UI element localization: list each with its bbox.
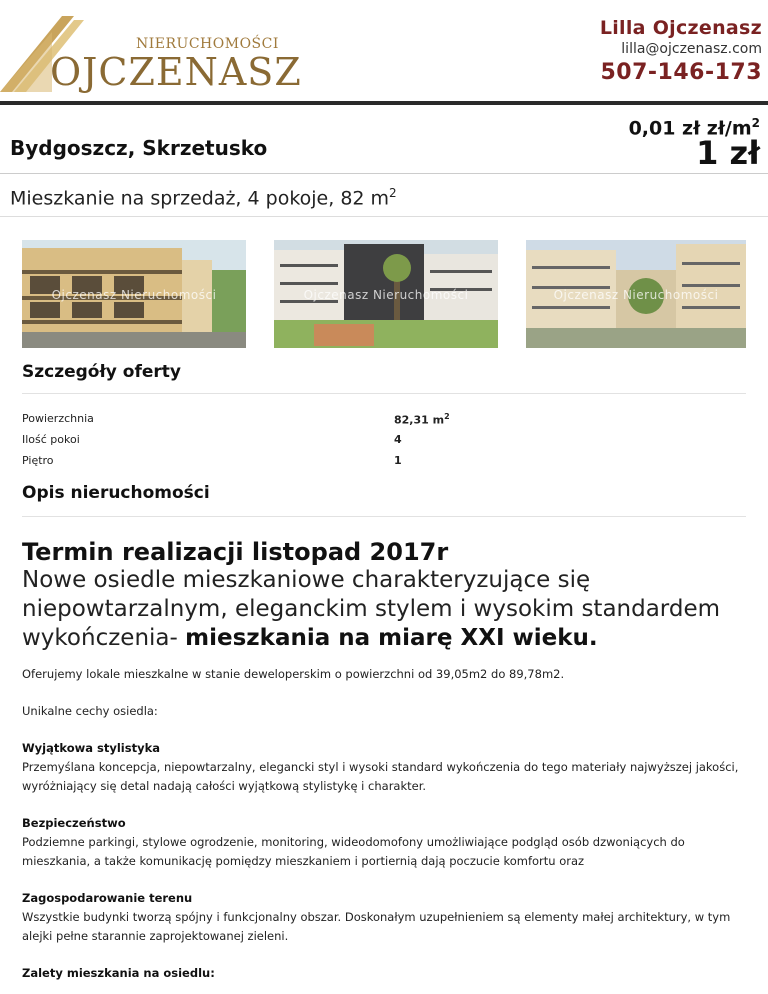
- agent-email-link[interactable]: lilla@ojczenasz.com: [621, 41, 762, 57]
- listing-location: Bydgoszcz, Skrzetusko: [10, 136, 268, 160]
- description-paragraph: Oferujemy lokale mieszkalne w stanie deweloperskim o powierzchni od 39,05m2 do 89,78m2.: [22, 667, 565, 681]
- details-table: [22, 412, 746, 475]
- details-divider: [22, 393, 746, 394]
- price-per-m2-sup: 2: [751, 116, 760, 130]
- feature-text: Podziemne parkingi, stylowe ogrodzenie, monitoring, wideodomofony umożliwiające podgląd osób dzwoniących do mieszkania, a także komunikację pomiędzy mieszkaniem i portiernią dają poczucie komfortu oraz: [22, 835, 685, 868]
- listing-title-row: [0, 110, 768, 174]
- price-per-m2-value: 0,01 zł zł/m: [628, 117, 752, 140]
- feature-text: Wszystkie budynki tworzą spójny i funkcjonalny obszar. Doskonałym uzupełnieniem są elementy małej architektury, w tym alejki pełne starannie zaprojektowanej zieleni.: [22, 910, 731, 943]
- description-divider: [22, 516, 746, 517]
- detail-value-sup: 2: [444, 412, 450, 421]
- feature-text: Przemyślana koncepcja, niepowtarzalny, elegancki styl i wysoki standard wykończenia do tego materiały najwyższej jakości, wyróżniający się detal nadają całości wyjątkową stylistykę i charakter.: [22, 760, 739, 793]
- detail-row: [22, 412, 746, 433]
- description-section-title: Opis nieruchomości: [22, 483, 210, 503]
- detail-value: 1: [394, 454, 402, 467]
- detail-value: 4: [394, 433, 402, 446]
- description-paragraph: Unikalne cechy osiedla:: [22, 704, 158, 718]
- photo-gallery: [22, 240, 746, 348]
- gallery-photo[interactable]: [22, 240, 246, 348]
- detail-label: Piętro: [22, 454, 54, 467]
- logo-subtitle: NIERUCHOMOŚCI: [136, 36, 279, 52]
- logo-title: OJCZENASZ: [50, 50, 302, 94]
- description-body: [22, 538, 742, 983]
- photo-watermark: Ojczenasz Nieruchomości: [51, 288, 217, 302]
- detail-value: [394, 412, 450, 433]
- agent-phone-link[interactable]: 507-146-173: [600, 60, 762, 85]
- description-lead: [22, 566, 742, 653]
- listing-type-sup: 2: [389, 186, 397, 200]
- gallery-photo[interactable]: [274, 240, 498, 348]
- detail-row: [22, 454, 746, 475]
- detail-label: Powierzchnia: [22, 412, 94, 425]
- feature-heading: Zagospodarowanie terenu: [22, 891, 193, 905]
- listing-type-text: Mieszkanie na sprzedaż, 4 pokoje, 82 m: [10, 187, 390, 210]
- page-header: [0, 0, 768, 104]
- listing-price: 1 zł: [696, 134, 760, 172]
- feature-heading: Bezpieczeństwo: [22, 816, 126, 830]
- feature-heading: Zalety mieszkania na osiedlu:: [22, 966, 215, 980]
- company-logo[interactable]: [0, 12, 302, 94]
- feature-heading: Wyjątkowa stylistyka: [22, 741, 160, 755]
- photo-watermark: Ojczenasz Nieruchomości: [303, 288, 469, 302]
- detail-label: Ilość pokoi: [22, 433, 80, 446]
- detail-row: [22, 433, 746, 454]
- details-section-title: Szczegóły oferty: [22, 362, 181, 382]
- header-divider: [0, 101, 768, 105]
- description-heading: Termin realizacji listopad 2017r: [22, 538, 449, 566]
- agent-name: Lilla Ojczenasz: [599, 17, 762, 39]
- listing-type: [10, 186, 397, 209]
- title-divider: [0, 173, 768, 174]
- description-lead-bold: mieszkania na miarę XXI wieku.: [185, 625, 598, 651]
- description-lead-text: Nowe osiedle mieszkaniowe charakteryzujące się niepowtarzalnym, eleganckim stylem i wysokim standardem wykończenia-: [22, 567, 721, 651]
- agent-contact: [600, 16, 762, 88]
- gallery-photo[interactable]: [526, 240, 746, 348]
- photo-watermark: Ojczenasz Nieruchomości: [553, 288, 719, 302]
- type-divider: [0, 216, 768, 217]
- detail-value-text: 82,31 m: [394, 413, 445, 427]
